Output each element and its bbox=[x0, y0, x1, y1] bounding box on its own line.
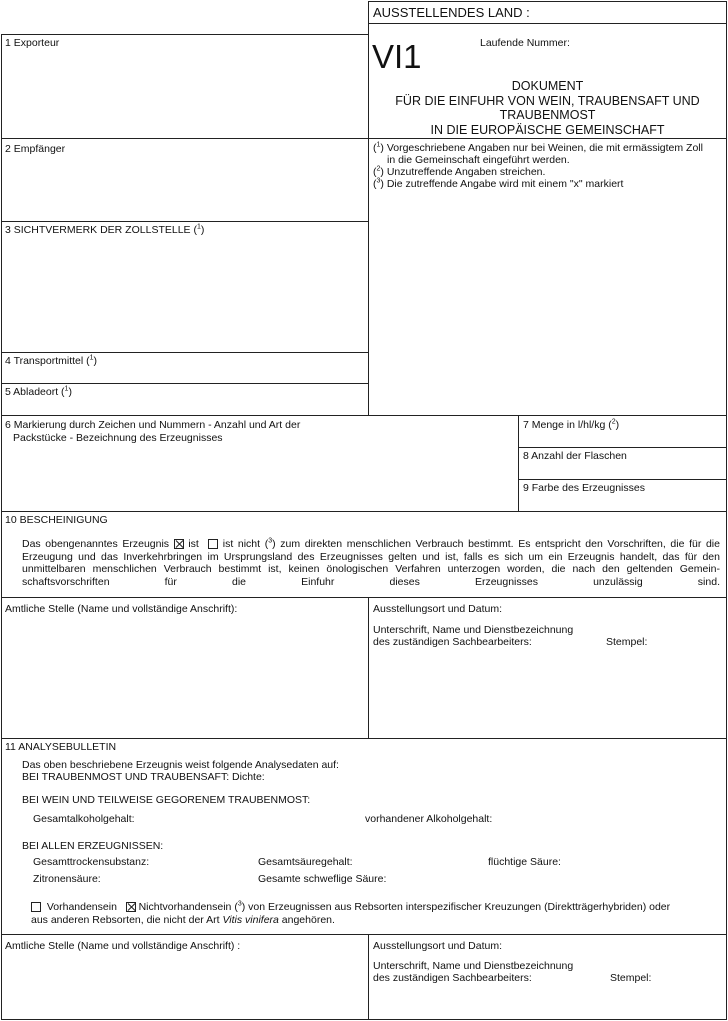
outer-top-border bbox=[368, 1, 727, 2]
document-title-line: DOKUMENT bbox=[511, 79, 584, 93]
footnote: ($^1$) Vorgeschriebene Angaben nur bei Weinen, die mit ermässigtem Zoll bbox=[373, 141, 703, 154]
quantity-label: 7 Menge in l/hl/kg ($^2$) bbox=[523, 418, 620, 431]
total-so2-label: Gesamte schweflige Säure: bbox=[258, 873, 387, 885]
volatile-acidity-label: flüchtige Säure: bbox=[488, 856, 561, 868]
divider bbox=[1, 352, 368, 353]
checkbox-presence[interactable] bbox=[31, 902, 41, 912]
divider bbox=[518, 415, 519, 511]
divider bbox=[368, 23, 727, 24]
all-products-heading: BEI ALLEN ERZEUGNISSEN: bbox=[22, 840, 164, 852]
total-acidity-label: Gesamtsäuregehalt: bbox=[258, 856, 353, 868]
exporter-label: 1 Exporteur bbox=[5, 37, 60, 49]
total-alcohol-label: Gesamtalkoholgehalt: bbox=[33, 813, 135, 825]
consignee-label: 2 Empfänger bbox=[5, 143, 66, 155]
checkbox-not-intended[interactable] bbox=[208, 539, 218, 549]
certificate-heading: 10 BESCHEINIGUNG bbox=[5, 514, 108, 526]
actual-alcohol-label: vorhandener Alkoholgehalt: bbox=[365, 813, 493, 825]
certificate-text: Das obengenanntes Erzeugnis ist ist nicht ($^3$) zum direkten menschlichen Verbrauch bestimmt. Es entspricht den Vorschriften, die für die Erzeugung und das Inverkehrbringen im Ursprungsland des Erzeugnisses gelten und ist, falls es sich um ein Erzeugnis handelt, das für den unmittelbaren menschlichen Verbrauch bestimmt ist, keinen önologischen Verfahren unterzogen worden, die nach den geltenden Gemein-schaftsvorschriften für die Einfuhr dieses Erzeugnisses unzulässig sind. bbox=[22, 537, 720, 588]
unloading-place-label: 5 Abladeort ($^1$) bbox=[5, 385, 72, 398]
divider bbox=[1, 934, 727, 935]
signature-label-line2: des zuständigen Sachbearbeiters: bbox=[373, 972, 532, 984]
stamp-label: Stempel: bbox=[610, 972, 652, 984]
analysis-intro: Das oben beschriebene Erzeugnis weist folgende Analysedaten auf: bbox=[22, 759, 339, 771]
footnotes bbox=[373, 142, 723, 190]
customs-endorsement-label: 3 SICHTVERMERK DER ZOLLSTELLE ($^1$) bbox=[5, 223, 205, 236]
divider bbox=[1, 383, 368, 384]
document-title-line: TRAUBENMOST bbox=[499, 108, 596, 122]
document-title-line: FÜR DIE EINFUHR VON WEIN, TRAUBENSAFT UND bbox=[395, 93, 700, 108]
divider bbox=[1, 34, 368, 35]
signature-label-line2: des zuständigen Sachbearbeiters: bbox=[373, 636, 532, 648]
analysis-heading: 11 ANALYSEBULLETIN bbox=[5, 741, 117, 753]
colour-label: 9 Farbe des Erzeugnisses bbox=[523, 482, 645, 494]
place-date-label: Ausstellungsort und Datum: bbox=[373, 603, 502, 615]
signature-label: Unterschrift, Name und Dienstbezeichnung bbox=[373, 624, 574, 636]
divider bbox=[1, 511, 727, 512]
transport-label: 4 Transportmittel ($^1$) bbox=[5, 354, 98, 367]
divider bbox=[368, 597, 369, 738]
official-body-label: Amtliche Stelle (Name und vollständige Anschrift): bbox=[5, 603, 238, 615]
form-code: VI1 bbox=[372, 38, 422, 75]
marks-label-line2: Packstücke - Bezeichnung des Erzeugnisses bbox=[13, 432, 223, 444]
footnote: ($^2$) Unzutreffende Angaben streichen. bbox=[373, 165, 546, 178]
stamp-label: Stempel: bbox=[606, 636, 648, 648]
document-title bbox=[368, 79, 727, 137]
footnote: ($^3$) Die zutreffende Angabe wird mit einem "x" markiert bbox=[373, 177, 624, 190]
place-date-label: Ausstellungsort und Datum: bbox=[373, 940, 502, 952]
issuing-country-label: AUSSTELLENDES LAND : bbox=[373, 5, 530, 20]
hybrid-varieties-statement: Vorhandensein Nichtvorhandensein ($^3$) von Erzeugnissen aus Rebsorten interspezifischer Kreuzungen (Direktträgerhybriden) oder bbox=[31, 901, 670, 913]
outer-left-border bbox=[1, 34, 2, 1020]
marks-label: 6 Markierung durch Zeichen und Nummern - Anzahl und Art der bbox=[5, 419, 301, 431]
signature-label: Unterschrift, Name und Dienstbezeichnung bbox=[373, 960, 574, 972]
divider bbox=[518, 479, 727, 480]
bottles-label: 8 Anzahl der Flaschen bbox=[523, 450, 627, 462]
checkbox-absence-checked[interactable] bbox=[126, 902, 136, 912]
dry-extract-label: Gesamttrockensubstanz: bbox=[33, 856, 150, 868]
divider bbox=[518, 447, 727, 448]
divider bbox=[368, 934, 369, 1019]
citric-acid-label: Zitronensäure: bbox=[33, 873, 101, 885]
footnote: in die Gemeinschaft eingeführt werden. bbox=[387, 154, 570, 166]
divider bbox=[1, 415, 727, 416]
divider bbox=[1, 221, 368, 222]
divider bbox=[368, 1, 369, 415]
divider bbox=[1, 138, 727, 139]
serial-number-label: Laufende Nummer: bbox=[480, 37, 570, 49]
wine-heading: BEI WEIN UND TEILWEISE GEGORENEM TRAUBENMOST: bbox=[22, 794, 311, 806]
document-title-line: IN DIE EUROPÄISCHE GEMEINSCHAFT bbox=[430, 122, 665, 137]
must-juice-density-label: BEI TRAUBENMOST UND TRAUBENSAFT: Dichte: bbox=[22, 771, 265, 783]
hybrid-varieties-statement-line2: aus anderen Rebsorten, die nicht der Art Vitis vinifera angehören. bbox=[31, 914, 335, 926]
divider bbox=[1, 738, 727, 739]
official-body-label: Amtliche Stelle (Name und vollständige Anschrift) : bbox=[5, 940, 241, 952]
checkbox-intended-checked[interactable] bbox=[174, 539, 184, 549]
outer-bottom-border bbox=[1, 1019, 727, 1020]
